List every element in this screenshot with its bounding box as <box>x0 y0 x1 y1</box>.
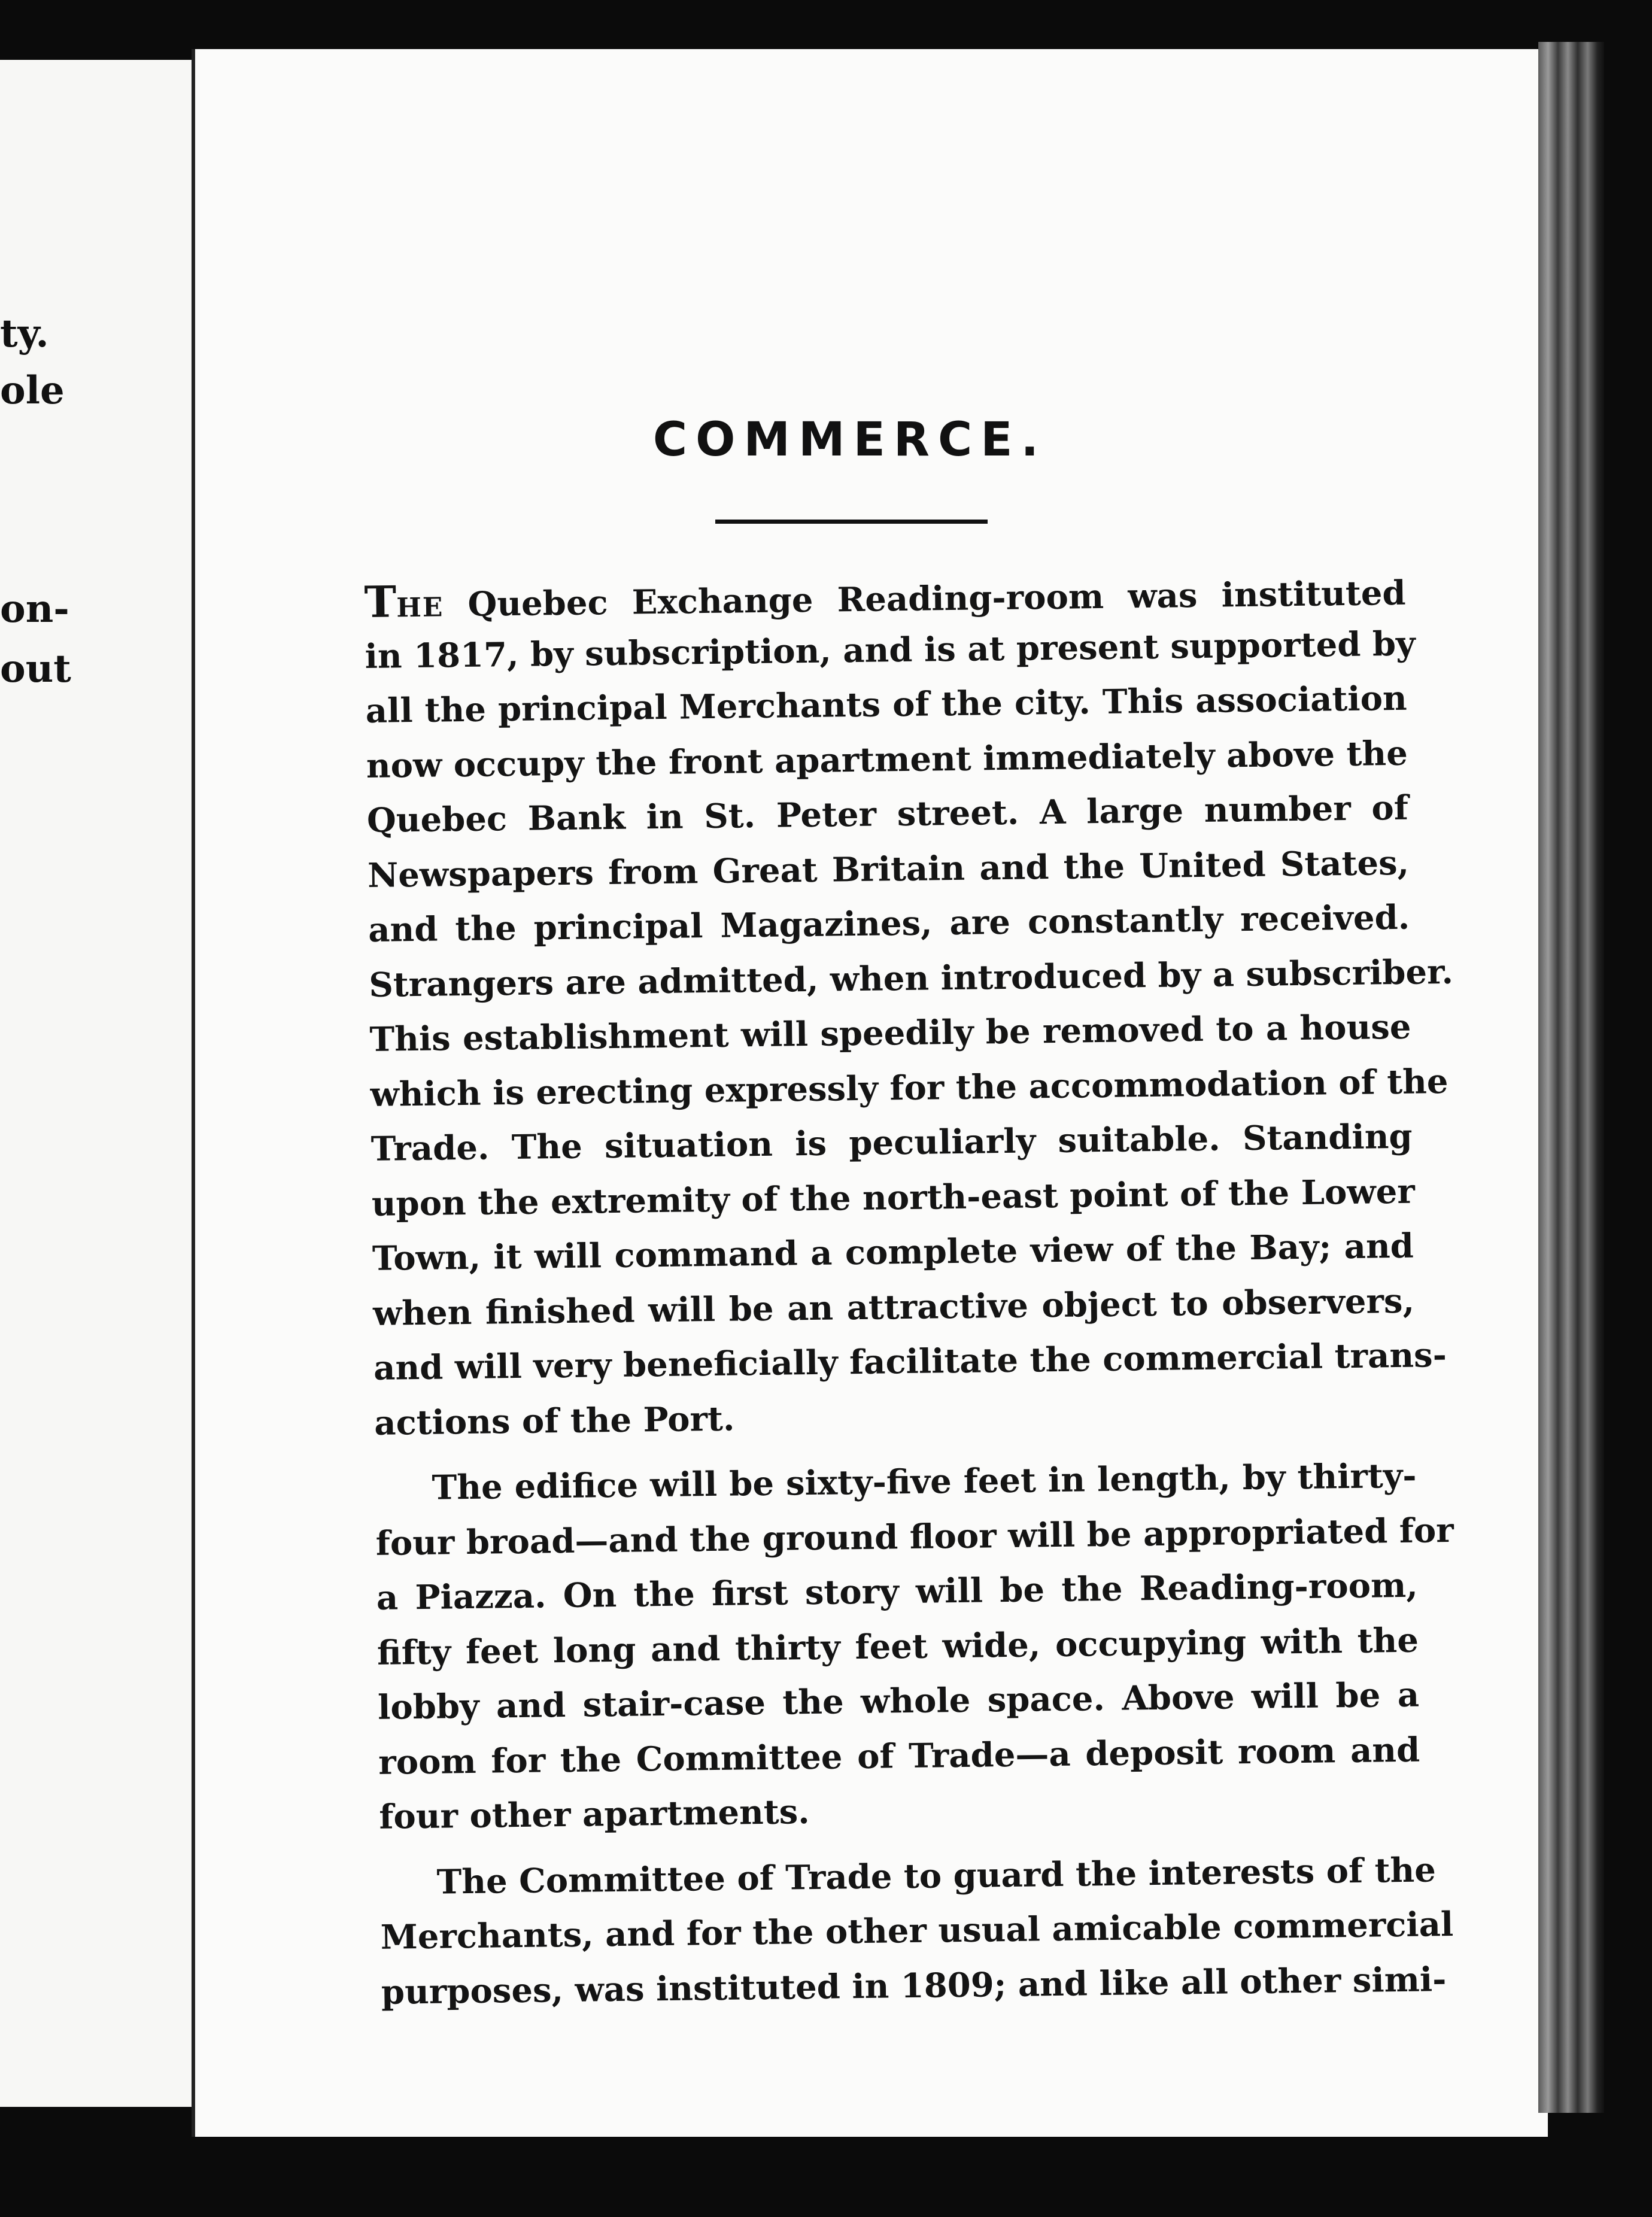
text-line: Newspapers from Great Britain and the United States, <box>367 843 1410 895</box>
left-page-fragment <box>0 60 195 2107</box>
text-line: in 1817, by subscription, and is at present supported by <box>365 624 1416 676</box>
left-page-text-fragment: on- <box>0 587 69 631</box>
text-line: Town, it will command a complete view of the Bay; and <box>372 1226 1414 1278</box>
text-line: upon the extremity of the north-east point of the Lower <box>371 1171 1416 1224</box>
text-line: four other apartments. <box>378 1792 810 1837</box>
text-line: Strangers are admitted, when introduced by a subscriber. <box>368 952 1454 1005</box>
left-page-text-fragment: ole <box>0 368 65 413</box>
text-line: lobby and stair-case the whole space. Above will be a <box>377 1675 1420 1727</box>
text-line: actions of the Port. <box>373 1399 735 1443</box>
text-line: when finished will be an attractive object to observers, <box>372 1281 1415 1334</box>
text-line: purposes, was instituted in 1809; and like all other simi- <box>381 1959 1447 2012</box>
left-page-text-fragment: out <box>0 646 71 691</box>
left-page-text-fragment: ty. <box>0 311 49 356</box>
small-caps: HE <box>396 592 444 624</box>
text-line: which is erecting expressly for the accommodation of the <box>370 1061 1448 1114</box>
text-line: a Piazza. On the first story will be the Reading-room, <box>376 1565 1419 1618</box>
text-line: THE Quebec Exchange Reading-room was instituted <box>364 573 1406 627</box>
text-line: fifty feet long and thirty feet wide, occupying with the <box>376 1620 1419 1673</box>
body-text <box>364 562 1454 2020</box>
text-line: room for the Committee of Trade—a deposit room and <box>378 1730 1420 1782</box>
text-line: The edifice will be sixty-five feet in length, by thirty- <box>432 1456 1417 1508</box>
text-line: four broad—and the ground floor will be appropriated for <box>375 1510 1454 1563</box>
text-line: Trade. The situation is peculiarly suitable. Standing <box>371 1116 1413 1169</box>
text-line: Quebec Bank in St. Peter street. A large number of <box>366 788 1409 840</box>
text-line: and will very beneficially facilitate the commercial trans- <box>373 1335 1447 1388</box>
page-edge-shadow <box>1538 42 1604 2113</box>
drop-cap: T <box>364 576 397 627</box>
chapter-title: COMMERCE. <box>652 413 1047 467</box>
text-line: Merchants, and for the other usual amicable commercial <box>380 1904 1454 1957</box>
text-line: and the principal Magazines, are constantly received. <box>368 897 1410 950</box>
text-line: This establishment will speedily be removed to a house <box>369 1007 1411 1059</box>
title-rule <box>715 520 988 524</box>
text-line: now occupy the front apartment immediately above the <box>366 733 1408 786</box>
text-line: The Committee of Trade to guard the interests of the <box>436 1849 1437 1902</box>
text-line: all the principal Merchants of the city. This association <box>365 678 1408 731</box>
